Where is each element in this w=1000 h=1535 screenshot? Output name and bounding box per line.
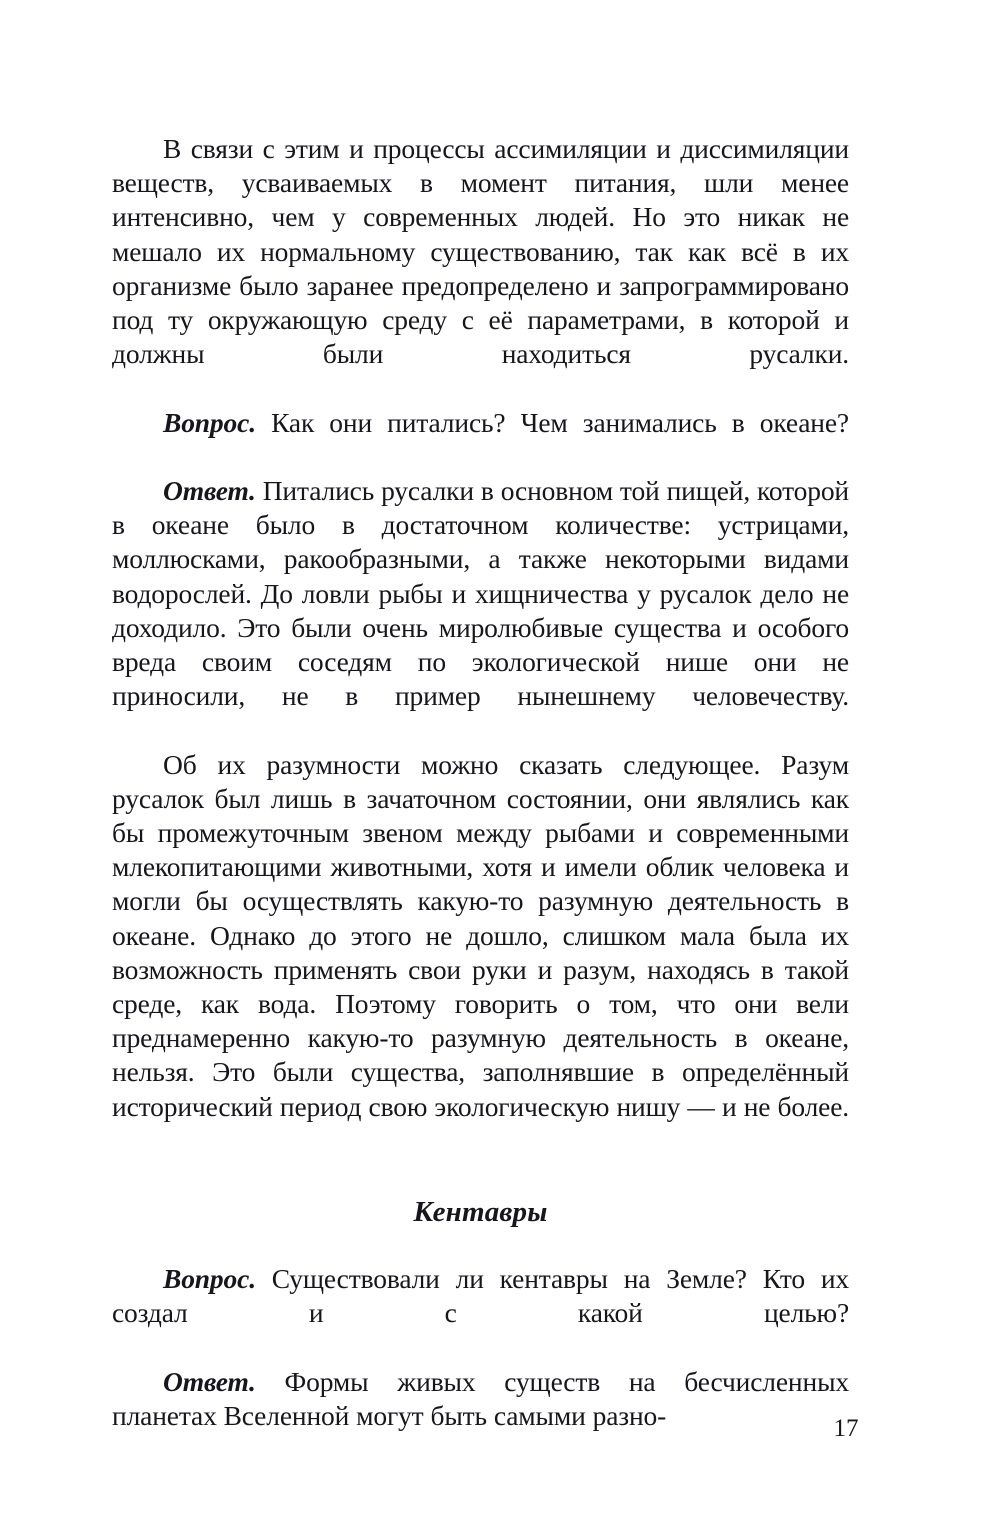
- answer-label: Ответ.: [163, 1365, 256, 1397]
- paragraph-answer-feeding: [112, 474, 849, 748]
- question-label: Вопрос.: [163, 406, 256, 438]
- question-label: Вопрос.: [163, 1263, 256, 1295]
- paragraph-text: Об их разумности можно сказать следующее. Разум русалок был лишь в зачаточном состоянии, они являлись как бы промежуточным звеном между рыбами и современными млекопитающими животными, хотя и имели облик человека и могли бы осуществлять какую-то разумную деятельность в океане. Однако до этого не дошло, слишком мала была их возможность применять свои руки и разум, находясь в такой среде, как вода. Поэтому говорить о том, что они вели преднамеренно какую-то разумную деятельность в океане, нельзя. Это были существа, заполнявшие в определённый исторический период свою экологическую нишу — и не более.: [112, 748, 849, 1122]
- paragraph-question-feeding: [112, 406, 849, 474]
- paragraph-text: Существовали ли кентавры на Земле? Кто их создал и с какой целью?: [112, 1263, 849, 1329]
- paragraph-assimilation: [112, 132, 849, 406]
- page-number: 17: [833, 1415, 859, 1442]
- paragraph-text: В связи с этим и процессы ассимиляции и диссимиляции веществ, усваиваемых в момент питания, шли менее интенсивно, чем у современных людей. Но это никак не мешало их нормальному существованию, так как всё в их организме было заранее предопределено и запрограммировано под ту окружающую среду с её параметрами, в которой и должны были находиться русалки.: [112, 133, 849, 370]
- text-column: [112, 132, 849, 1433]
- paragraph-intelligence: [112, 748, 849, 1158]
- section-heading-centaurs: Кентавры: [413, 1196, 548, 1229]
- paragraph-text: Формы живых существ на бесчисленных планетах Вселенной могут быть самыми разно-: [112, 1365, 849, 1431]
- paragraph-text: Питались русалки в основном той пищей, которой в океане было в достаточном количестве: устрицами, моллюсками, ракообразными, а также некоторыми видами водорослей. До ловли рыбы и хищничества у русалок дело не доходило. Это были очень миролюбивые существа и особого вреда своим соседям по экологической нише они не приносили, не в пример нынешнему человечеству.: [112, 475, 849, 712]
- paragraph-text: Как они питались? Чем занимались в океане?: [255, 406, 849, 438]
- answer-label: Ответ.: [163, 475, 256, 507]
- paragraph-question-centaurs: [112, 1262, 849, 1365]
- page-footer: [0, 1415, 1000, 1443]
